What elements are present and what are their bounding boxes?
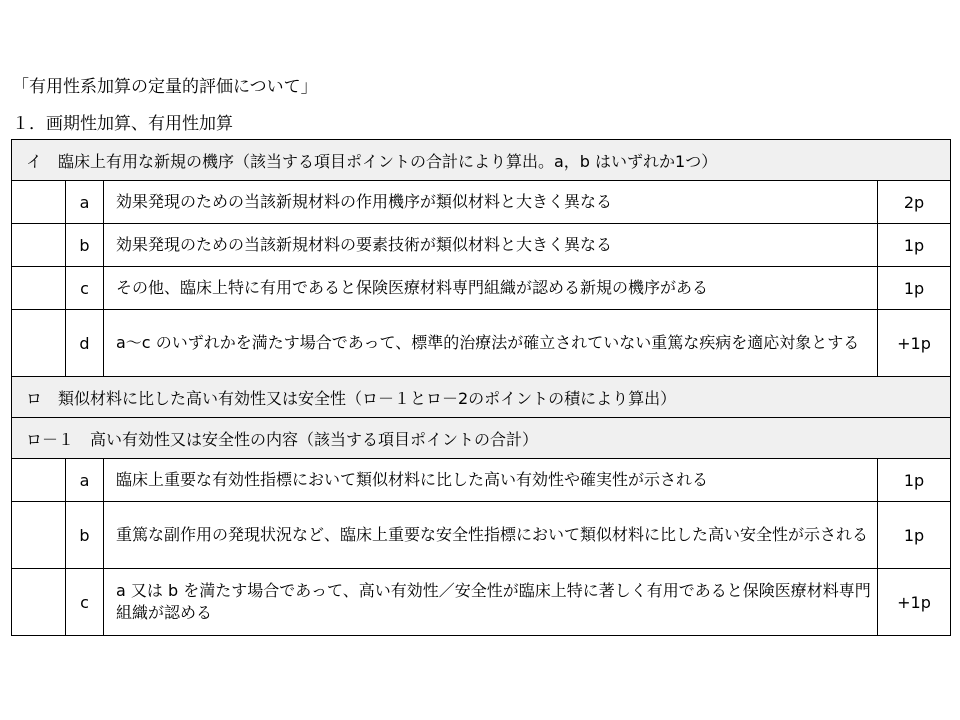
section-ro1-header-row <box>12 418 951 459</box>
item-description: a～c のいずれかを満たす場合であって、標準的治療法が確立されていない重篤な疾病を適応対象とする <box>104 310 878 377</box>
item-letter: c <box>66 267 104 310</box>
table-row <box>12 267 951 310</box>
section-ro-header: ロ 類似材料に比した高い有効性又は安全性（ロ－１とロ－2のポイントの積により算出） <box>12 377 951 418</box>
section-ro-header-row <box>12 377 951 418</box>
item-letter: b <box>66 224 104 267</box>
table-row <box>12 224 951 267</box>
table-row <box>12 502 951 569</box>
indent-cell <box>12 224 66 267</box>
item-points: 2p <box>878 181 951 224</box>
item-description: 効果発現のための当該新規材料の作用機序が類似材料と大きく異なる <box>104 181 878 224</box>
table-row <box>12 569 951 636</box>
item-letter: d <box>66 310 104 377</box>
section-heading: １．画期性加算、有用性加算 <box>12 114 233 134</box>
item-description: 臨床上重要な有効性指標において類似材料に比した高い有効性や確実性が示される <box>104 459 878 502</box>
indent-cell <box>12 181 66 224</box>
table-row <box>12 459 951 502</box>
item-description: 重篤な副作用の発現状況など、臨床上重要な安全性指標において類似材料に比した高い安全性が示される <box>104 502 878 569</box>
indent-cell <box>12 569 66 636</box>
item-points: 1p <box>878 224 951 267</box>
item-description: その他、臨床上特に有用であると保険医療材料専門組織が認める新規の機序がある <box>104 267 878 310</box>
section-ro1-header: ロ－１ 高い有効性又は安全性の内容（該当する項目ポイントの合計） <box>12 418 951 459</box>
section-i-header-row <box>12 140 951 181</box>
item-description: a 又は b を満たす場合であって、高い有効性／安全性が臨床上特に著しく有用であると保険医療材料専門組織が認める <box>104 569 878 636</box>
indent-cell <box>12 502 66 569</box>
item-points: +1p <box>878 569 951 636</box>
evaluation-table <box>11 139 951 636</box>
item-letter: a <box>66 459 104 502</box>
item-letter: b <box>66 502 104 569</box>
item-points: 1p <box>878 459 951 502</box>
section-i-header: イ 臨床上有用な新規の機序（該当する項目ポイントの合計により算出。a，b はいずれか1つ） <box>12 140 951 181</box>
table-row <box>12 181 951 224</box>
indent-cell <box>12 459 66 502</box>
indent-cell <box>12 267 66 310</box>
item-description: 効果発現のための当該新規材料の要素技術が類似材料と大きく異なる <box>104 224 878 267</box>
item-letter: a <box>66 181 104 224</box>
item-points: 1p <box>878 502 951 569</box>
item-points: +1p <box>878 310 951 377</box>
item-letter: c <box>66 569 104 636</box>
document-title: 「有用性系加算の定量的評価について」 <box>12 77 318 97</box>
item-points: 1p <box>878 267 951 310</box>
indent-cell <box>12 310 66 377</box>
table-row <box>12 310 951 377</box>
